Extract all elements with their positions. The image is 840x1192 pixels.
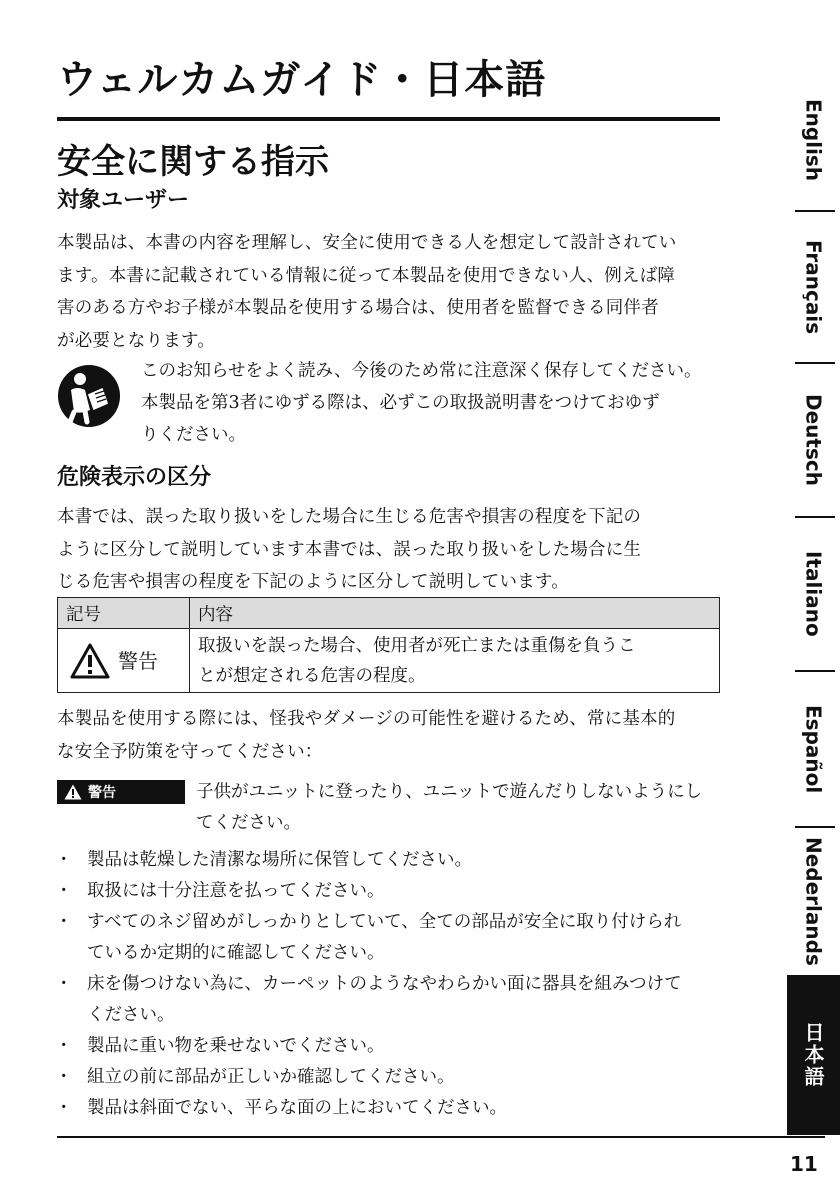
text-line: 取扱には十分注意を払ってください。: [87, 881, 385, 901]
list-item: [57, 845, 721, 876]
text-line: てください。: [196, 813, 301, 833]
intended-users-paragraph: [57, 227, 721, 357]
title-divider: [57, 117, 720, 121]
table-header-content: 内容: [190, 598, 720, 629]
text-line: 取扱いを誤った場合、使用者が死亡または重傷を負うこ: [198, 635, 636, 656]
text-line: このお知らせをよく読み、今後のため常に注意深く保存してください。: [141, 361, 702, 381]
person-reading-manual-icon: [57, 364, 121, 428]
text-line: ください。: [87, 1005, 175, 1025]
tab-label: English: [801, 98, 826, 182]
precautions-intro-paragraph: [57, 703, 721, 768]
list-item: [57, 907, 721, 969]
warning-triangle-icon: [70, 643, 110, 679]
tab-francais[interactable]: [787, 212, 840, 362]
tab-label: Deutsch: [801, 394, 826, 486]
text-line: な安全予防策を守ってください：: [57, 741, 323, 762]
text-line: 製品は斜面でない、平らな面の上においてください。: [87, 1098, 507, 1118]
text-line: 本製品を使用する際には、怪我やダメージの可能性を避けるため、常に基本的: [57, 709, 676, 729]
table-header-row: [58, 598, 720, 629]
hazard-table: [57, 597, 720, 693]
tab-espanol[interactable]: [787, 672, 840, 826]
text-line: 本書では、誤った取り扱いをした場合に生じる危害や損害の程度を下記の: [57, 507, 642, 527]
table-header-symbol: 記号: [58, 598, 190, 629]
section-title: 安全に関する指示: [57, 142, 329, 182]
precautions-list: [57, 845, 721, 1124]
text-line: じる危害や損害の程度を下記のように区分して説明しています。: [57, 572, 569, 592]
page-number: 11: [790, 1152, 818, 1176]
warning-description-cell: [190, 629, 720, 693]
warning-symbol-cell: [58, 629, 190, 693]
list-item: [57, 1093, 721, 1124]
text-line: とが想定される危害の程度。: [198, 665, 426, 686]
text-line: 床を傷つけない為に、カーペットのようなやわらかい面に器具を組みつけて: [87, 974, 682, 994]
text-line: ているか定期的に確認してください。: [87, 943, 385, 963]
list-item: [57, 876, 721, 907]
hazard-classification-paragraph: [57, 501, 721, 599]
text-line: ように区分して説明しています本書では、誤った取り扱いをした場合に生: [57, 539, 642, 560]
text-line: 本製品は、本書の内容を理解し、安全に使用できる人を想定して設計されてい: [57, 233, 677, 253]
tab-label: Français: [801, 239, 826, 335]
tab-english[interactable]: [787, 70, 840, 210]
table-row: [58, 629, 720, 693]
text-line: りください。: [141, 425, 246, 445]
text-line: 製品は乾燥した清潔な場所に保管してください。: [87, 850, 472, 870]
tab-label: Nederlands: [801, 836, 826, 966]
warning-triangle-icon: [64, 784, 82, 800]
text-line: 組立の前に部品が正しいか確認してください。: [87, 1067, 455, 1087]
list-item: [57, 1062, 721, 1093]
hazard-classification-heading: 危険表示の区分: [57, 465, 212, 490]
tab-italiano[interactable]: [787, 518, 840, 670]
tab-deutsch[interactable]: [787, 364, 840, 516]
child-warning-text: [196, 777, 721, 839]
tab-japanese[interactable]: [787, 975, 840, 1135]
tab-label: Español: [801, 704, 826, 794]
tab-label: Italiano: [801, 551, 826, 637]
text-line: ます。本書に記載されている情報に従って本製品を使用できない人、例えば障: [57, 265, 676, 286]
text-line: 害のある方やお子様が本製品を使用する場合は、使用者を監督できる同伴者: [57, 298, 659, 318]
text-line: 本製品を第3者にゆずる際は、必ずこの取扱説明書をつけておゆず: [141, 393, 660, 413]
warning-badge: [57, 780, 185, 804]
language-tabs: [787, 70, 840, 1135]
list-item: [57, 969, 721, 1031]
footer-divider: [57, 1136, 825, 1138]
text-line: が必要となります。: [57, 330, 215, 351]
warning-badge-label: 警告: [88, 785, 116, 801]
tab-nederlands[interactable]: [787, 828, 840, 974]
tab-label: 日本語: [801, 1022, 825, 1088]
manual-notice-text: [141, 355, 721, 451]
guide-title: ウェルカムガイド・日本語: [57, 57, 547, 103]
warning-label: 警告: [118, 648, 158, 673]
text-line: すべてのネジ留めがしっかりとしていて、全ての部品が安全に取り付けられ: [87, 912, 682, 932]
text-line: 子供がユニットに登ったり、ユニットで遊んだりしないようにし: [196, 782, 703, 802]
list-item: [57, 1031, 721, 1062]
intended-users-heading: 対象ユーザー: [57, 188, 190, 213]
text-line: 製品に重い物を乗せないでください。: [87, 1036, 385, 1056]
